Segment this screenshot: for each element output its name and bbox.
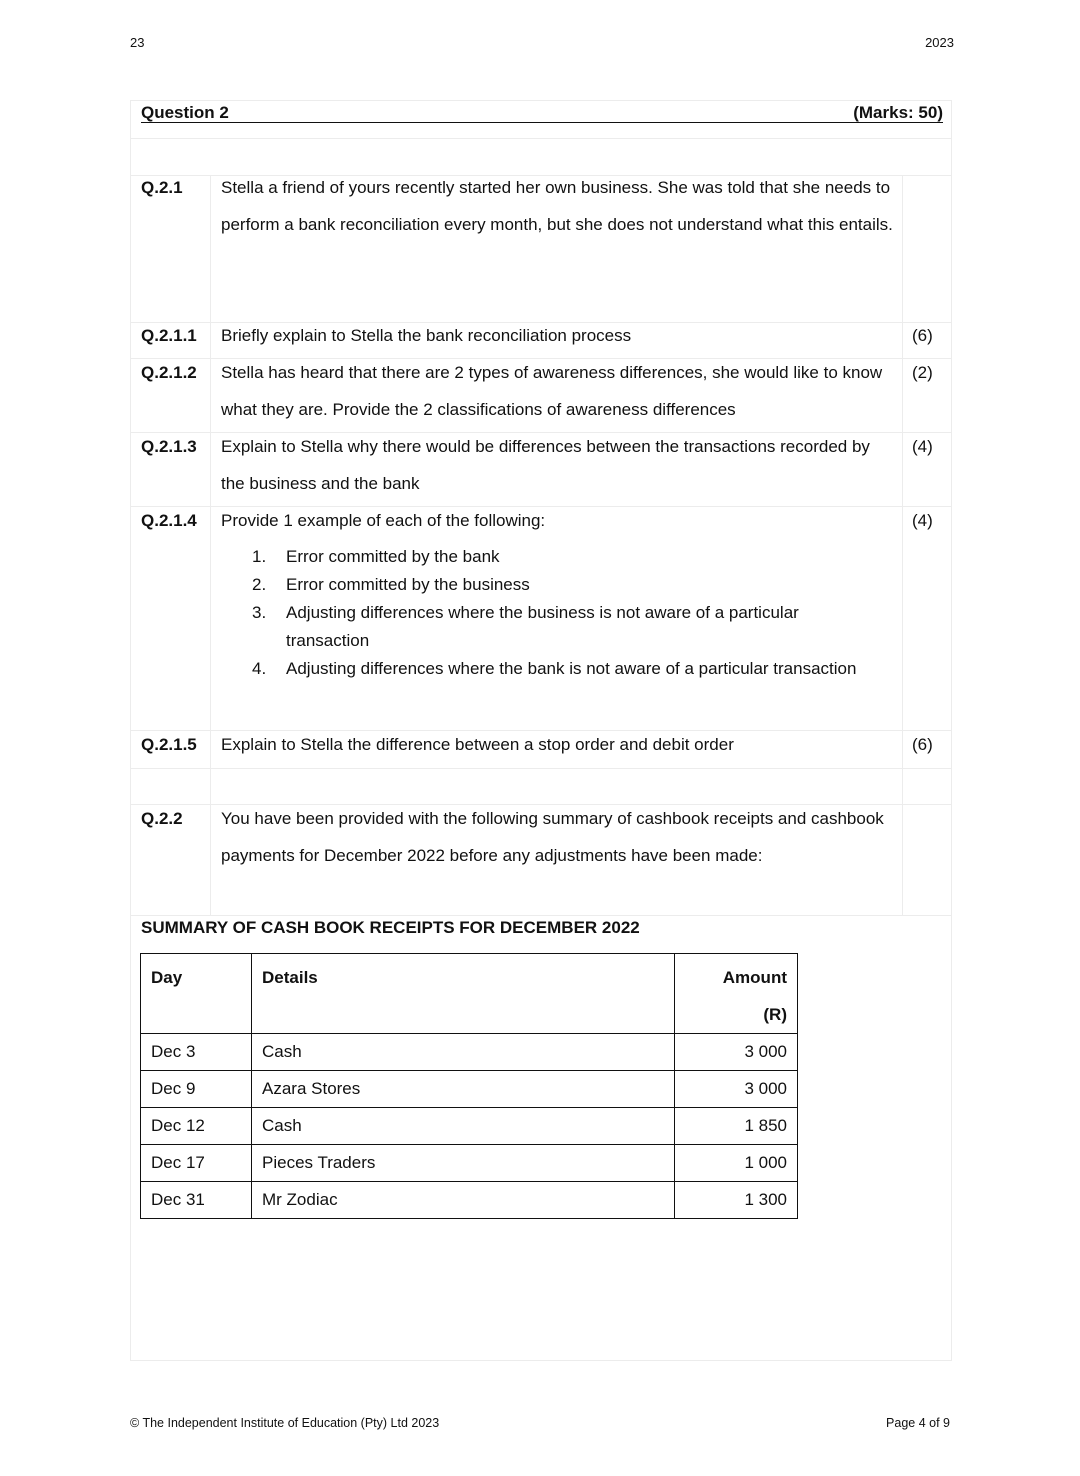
- footer-copyright: © The Independent Institute of Education (Pty) Ltd 2023: [130, 1416, 440, 1430]
- list-number: 4.: [252, 659, 267, 678]
- question-text: Explain to Stella the difference between a stop order and debit order: [221, 735, 734, 754]
- amount-unit: (R): [763, 1005, 787, 1024]
- cell-details: Azara Stores: [252, 1071, 675, 1108]
- table-row: [141, 1034, 798, 1071]
- cell-day: Dec 12: [141, 1108, 252, 1145]
- cell-day: Dec 9: [141, 1071, 252, 1108]
- question-marks: (6): [912, 326, 933, 345]
- cell-details: Pieces Traders: [252, 1145, 675, 1182]
- list-text: Adjusting differences where the bank is not aware of a particular transaction: [286, 659, 857, 678]
- list-text: Error committed by the bank: [286, 547, 500, 566]
- row-divider: [131, 138, 952, 139]
- question-title-row: [141, 101, 943, 123]
- cell-amount: 3 000: [675, 1034, 798, 1071]
- cell-amount: 1 300: [675, 1182, 798, 1219]
- table-header-row: [141, 954, 798, 1034]
- question-marks: (4): [912, 437, 933, 456]
- page-header-year: 2023: [925, 35, 954, 50]
- table-row: [141, 1182, 798, 1219]
- page-header-number: 23: [130, 35, 145, 50]
- question-number: Q.2.2: [141, 809, 183, 828]
- column-header-details: Details: [252, 954, 675, 1034]
- list-item: [252, 655, 872, 683]
- cell-details: Cash: [252, 1108, 675, 1145]
- row-divider: [131, 768, 952, 769]
- cell-day: Dec 3: [141, 1034, 252, 1071]
- list-number: 1.: [252, 547, 267, 566]
- column-header-amount: [675, 954, 798, 1034]
- column-divider: [210, 175, 211, 915]
- question-number: Q.2.1.2: [141, 363, 197, 382]
- example-list: [252, 543, 872, 683]
- cell-amount: 3 000: [675, 1071, 798, 1108]
- table-row: [141, 1071, 798, 1108]
- question-text: Explain to Stella why there would be differences between the transactions recorded by the business and the bank: [221, 437, 870, 493]
- cell-day: Dec 17: [141, 1145, 252, 1182]
- footer-page-number: Page 4 of 9: [886, 1416, 950, 1430]
- amount-label: Amount: [722, 968, 787, 987]
- table-row: [141, 1145, 798, 1182]
- row-divider: [131, 915, 952, 916]
- list-item: [252, 543, 872, 571]
- cell-details: Mr Zodiac: [252, 1182, 675, 1219]
- question-text: Stella has heard that there are 2 types of awareness differences, she would like to know what they are. Provide the 2 classifications of awareness differences: [221, 363, 883, 419]
- question-marks: (4): [912, 511, 933, 530]
- question-text: Stella a friend of yours recently started her own business. She was told that she needs to perform a bank reconciliation every month, but she does not understand what this entails.: [221, 178, 893, 234]
- question-number: Q.2.1: [141, 178, 183, 197]
- cash-receipts-table: [140, 953, 798, 1219]
- question-marks: (2): [912, 363, 933, 382]
- summary-title: SUMMARY OF CASH BOOK RECEIPTS FOR DECEMBER 2022: [141, 918, 640, 937]
- question-number: Q.2.1.4: [141, 511, 197, 530]
- cell-day: Dec 31: [141, 1182, 252, 1219]
- cell-amount: 1 850: [675, 1108, 798, 1145]
- list-text: Error committed by the business: [286, 575, 530, 594]
- list-text: Adjusting differences where the business is not aware of a particular transaction: [286, 603, 799, 650]
- list-item: [252, 599, 872, 655]
- cell-details: Cash: [252, 1034, 675, 1071]
- question-number: Q.2.1.1: [141, 326, 197, 345]
- column-header-day: Day: [141, 954, 252, 1034]
- question-text: Briefly explain to Stella the bank reconciliation process: [221, 326, 632, 345]
- column-divider: [902, 175, 903, 915]
- question-number: Q.2.1.3: [141, 437, 197, 456]
- cell-amount: 1 000: [675, 1145, 798, 1182]
- question-number: Q.2.1.5: [141, 735, 197, 754]
- question-marks: (Marks: 50): [853, 103, 943, 122]
- question-marks: (6): [912, 735, 933, 754]
- question-text: You have been provided with the following summary of cashbook receipts and cashbook payments for December 2022 before any adjustments have been made:: [221, 809, 884, 865]
- question-text: Provide 1 example of each of the following:: [221, 511, 546, 530]
- question-title: Question 2: [141, 103, 229, 122]
- list-number: 3.: [252, 603, 267, 622]
- list-item: [252, 571, 872, 599]
- list-number: 2.: [252, 575, 267, 594]
- table-row: [141, 1108, 798, 1145]
